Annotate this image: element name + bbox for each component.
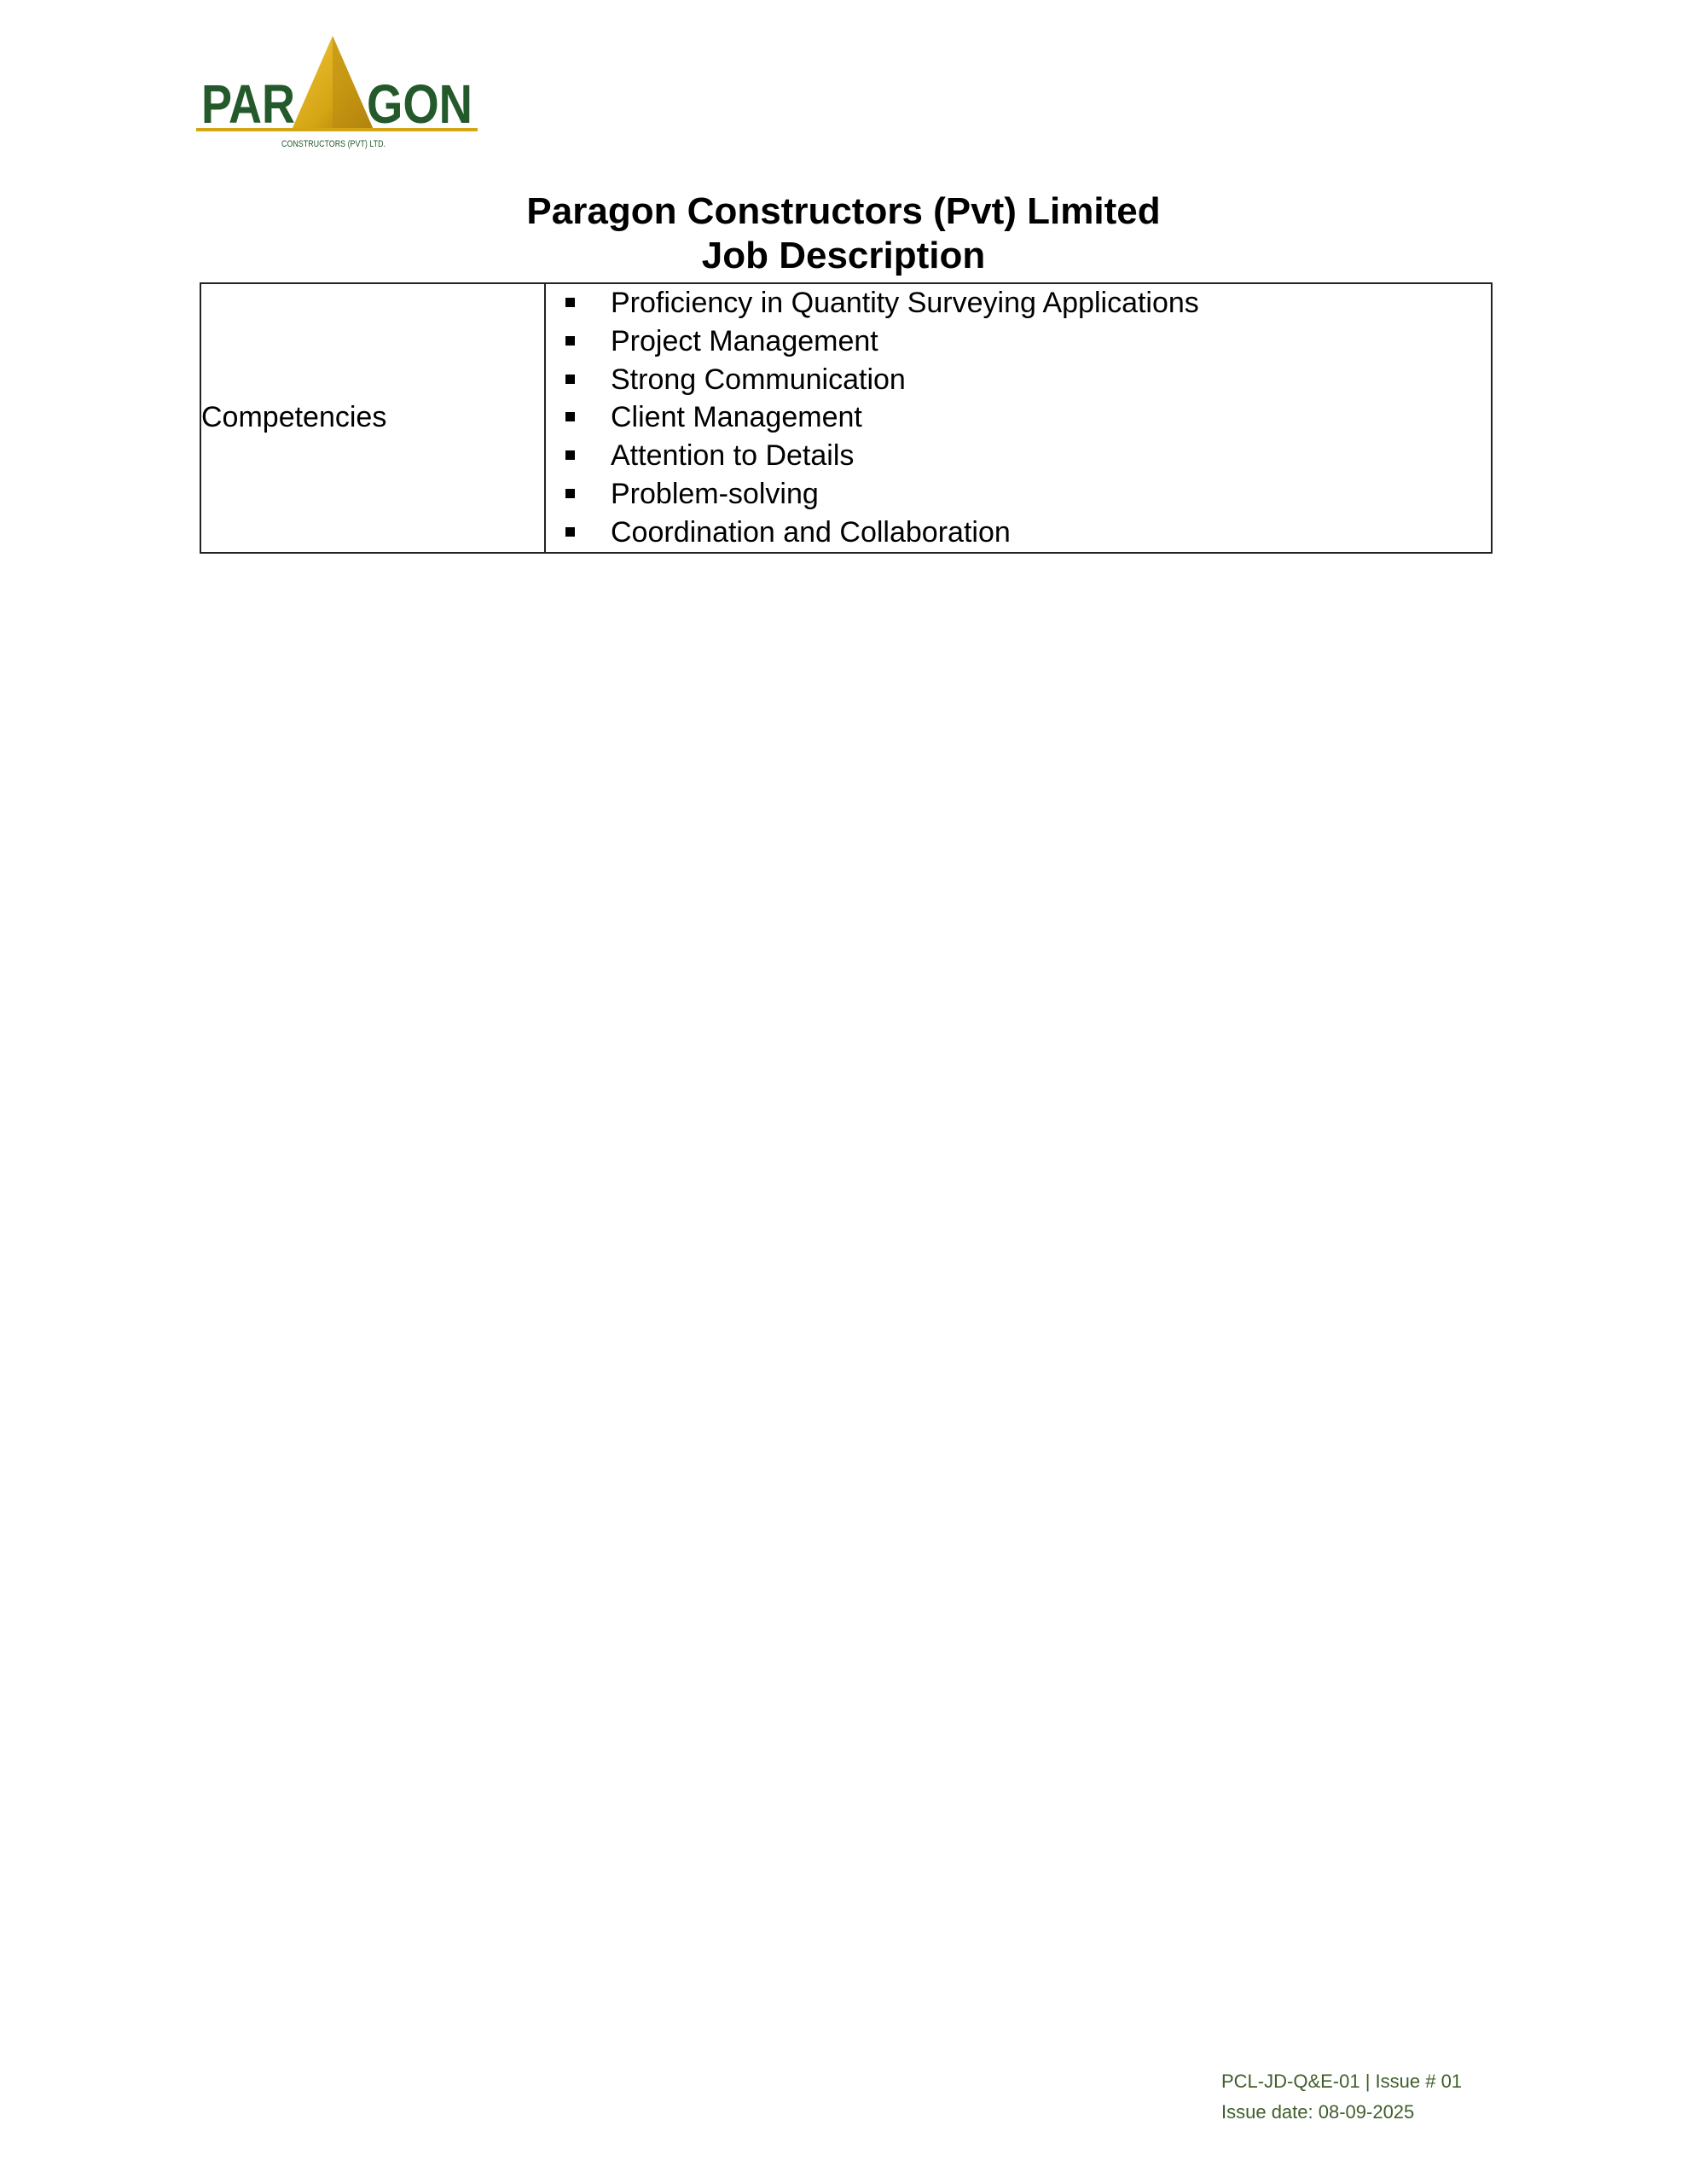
list-item: Project Management	[546, 322, 1491, 361]
square-bullet-icon	[565, 298, 575, 307]
competencies-list	[546, 284, 1491, 552]
list-item: Proficiency in Quantity Surveying Applications	[546, 284, 1491, 322]
logo-wordmark-right: GON	[367, 73, 472, 135]
list-item: Problem-solving	[546, 475, 1491, 514]
table-row	[200, 283, 1492, 553]
square-bullet-icon	[565, 412, 575, 421]
logo-wordmark-left: PAR	[201, 73, 295, 135]
list-item: Strong Communication	[546, 361, 1491, 399]
square-bullet-icon	[565, 375, 575, 384]
company-logo	[196, 34, 486, 171]
square-bullet-icon	[565, 489, 575, 498]
logo-tagline: CONSTRUCTORS (PVT) LTD.	[281, 139, 386, 149]
document-title: Job Description	[701, 235, 986, 276]
document-footer	[1221, 2066, 1462, 2128]
company-name: Paragon Constructors (Pvt) Limited	[526, 190, 1161, 232]
competencies-cell	[545, 283, 1492, 553]
document-code: PCL-JD-Q&E-01 | Issue # 01	[1221, 2071, 1463, 2092]
square-bullet-icon	[565, 450, 575, 460]
document-header	[0, 189, 1687, 278]
issue-date: Issue date: 08-09-2025	[1221, 2101, 1415, 2123]
square-bullet-icon	[565, 527, 575, 537]
square-bullet-icon	[565, 336, 575, 346]
list-item: Coordination and Collaboration	[546, 514, 1491, 552]
list-item: Client Management	[546, 398, 1491, 437]
list-item: Attention to Details	[546, 437, 1491, 475]
row-label-competencies: Competencies	[200, 283, 545, 553]
job-description-table	[200, 282, 1493, 554]
